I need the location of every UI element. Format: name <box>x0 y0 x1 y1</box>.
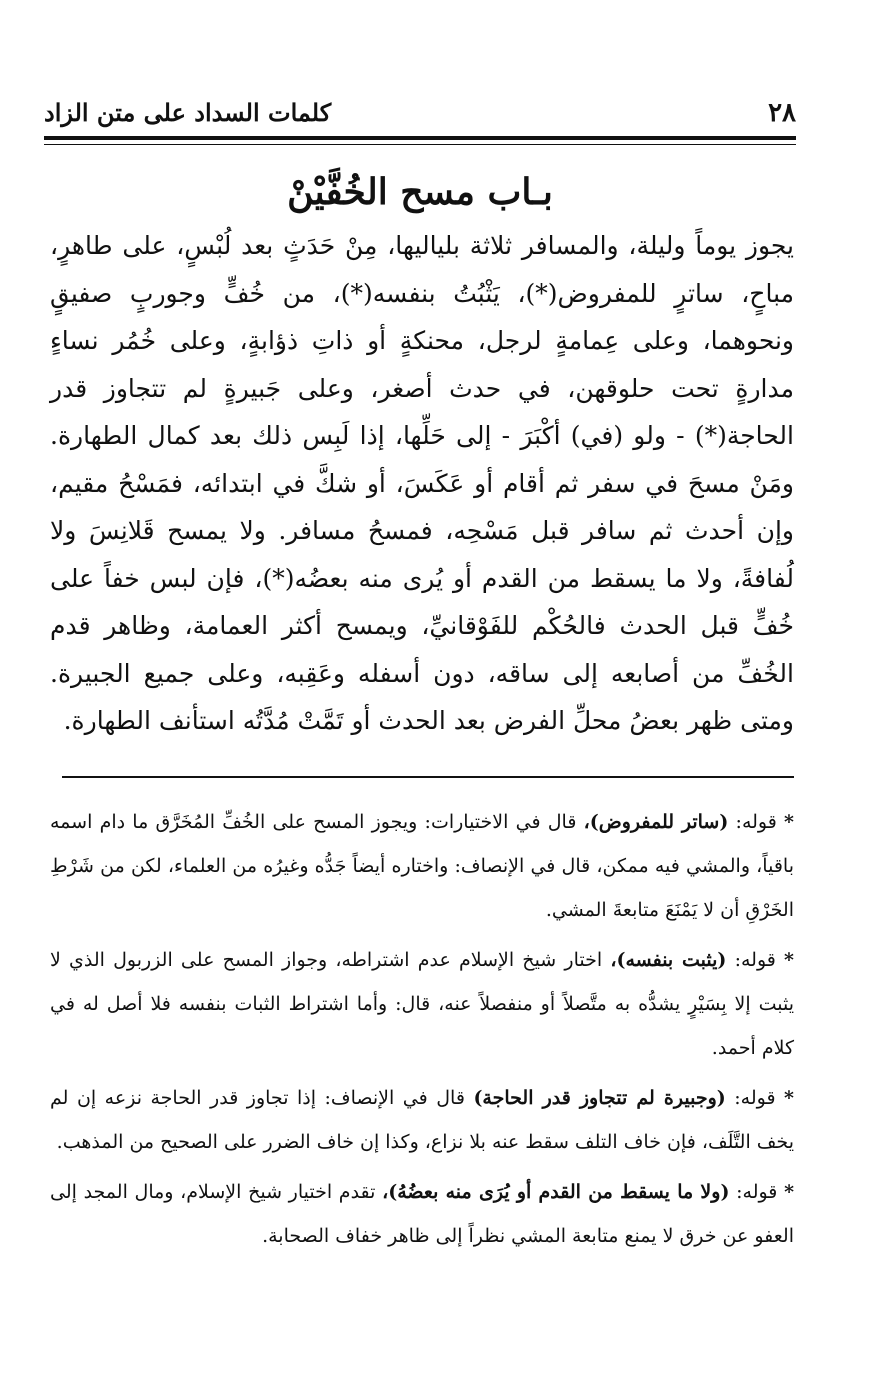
footnote-text: قال في الإنصاف: إذا تجاوز قدر الحاجة نزعه إن لم يخف التَّلَف، فإن خاف التلف سقط عنه بلا نزاع، وكذا إن خاف الضرر على الصحيح من المذهب. <box>50 1087 794 1153</box>
footnote-lemma: (ساتر للمفروض)، <box>583 811 729 833</box>
footnote-lemma: (ولا ما يسقط من القدم أو يُرَى منه بعضُهُ)، <box>382 1181 730 1203</box>
footnote-star: * <box>784 949 794 971</box>
page-number: ٢٨ <box>768 98 796 128</box>
running-title: كلمات السداد على متن الزاد <box>44 98 332 127</box>
footnote-separator <box>62 776 794 778</box>
header-rule-thick <box>44 136 796 140</box>
footnote-lemma: (وجبيرة لم تتجاوز قدر الحاجة) <box>473 1087 726 1109</box>
footnote-star: * <box>784 1087 794 1109</box>
footnote-star: * <box>784 811 794 833</box>
footnote-1 <box>50 800 794 932</box>
chapter-title: بـاب مسح الخُفَّيْنْ <box>287 171 553 213</box>
footnote-text: قال في الاختيارات: ويجوز المسح على الخُفِّ المُخَرَّق ما دام اسمه باقياً، والمشي فيه ممكن، قال في الإنصاف: واختاره أيضاً جَدُّه وغيرُه من العلماء، لكن من شَرْطِ الخَرْقِ أن لا يَمْنَعَ متابعةَ المشي. <box>50 811 794 921</box>
header-rule-thin <box>44 144 796 145</box>
page-header <box>44 96 796 130</box>
footnotes <box>50 800 794 1264</box>
footnote-4 <box>50 1170 794 1258</box>
footnote-intro: قوله: <box>736 1181 778 1203</box>
main-text-paragraph: يجوز يوماً وليلة، والمسافر ثلاثة بلياليها، مِنْ حَدَثٍ بعد لُبْسٍ، على طاهرٍ، مباحٍ، ساترٍ للمفروض(*)، يَثْبُتُ بنفسه(*)، من خُفٍّ وجوربٍ صفيقٍ ونحوهما، وعلى عِمامةٍ لرجل، محنكةٍ أو ذاتِ ذؤابةٍ، وعلى خُمُر نساءٍ مدارةٍ تحت حلوقهن، في حدث أصغر، وعلى جَبيرةٍ لم تتجاوز قدر الحاجة(*) - ولو (في) أكْبَرَ - إلى حَلِّها، إذا لَبِس ذلك بعد كمال الطهارة. ومَنْ مسحَ في سفر ثم أقام أو عَكَسَ، أو شكَّ في ابتدائه، فمَسْحُ مقيم، وإن أحدث ثم سافر قبل مَسْحِه، فمسحُ مسافر. ولا يمسح قَلانِسَ ولا لُفافةً، ولا ما يسقط من القدم أو يُرى منه بعضُه(*)، فإن لبس خفاً على خُفٍّ قبل الحدث فالحُكْم للفَوْقانيِّ، ويمسح أكثر العمامة، وظاهر قدم الخُفِّ من أصابعه إلى ساقه، دون أسفله وعَقِبه، وعلى جميع الجبيرة. ومتى ظهر بعضُ محلِّ الفرض بعد الحدث أو تَمَّتْ مُدَّتُه استأنف الطهارة. <box>50 231 794 735</box>
footnote-intro: قوله: <box>734 949 776 971</box>
footnote-intro: قوله: <box>734 1087 776 1109</box>
footnote-star: * <box>784 1181 794 1203</box>
footnote-intro: قوله: <box>735 811 777 833</box>
footnote-lemma: (يثبت بنفسه)، <box>610 949 727 971</box>
footnote-text: اختار شيخ الإسلام عدم اشتراطه، وجواز المسح على الزربول الذي لا يثبت إلا بِسَيْرٍ يشدُّه به متَّصلاً أو منفصلاً عنه، قال: وأما اشتراط الثبات بنفسه فلا أصل له في كلام أحمد. <box>50 949 794 1059</box>
footnote-3 <box>50 1076 794 1164</box>
footnote-2 <box>50 938 794 1070</box>
footnote-text: تقدم اختيار شيخ الإسلام، ومال المجد إلى العفو عن خرق لا يمنع متابعة المشي نظراً إلى ظاهر خفاف الصحابة. <box>50 1181 794 1247</box>
